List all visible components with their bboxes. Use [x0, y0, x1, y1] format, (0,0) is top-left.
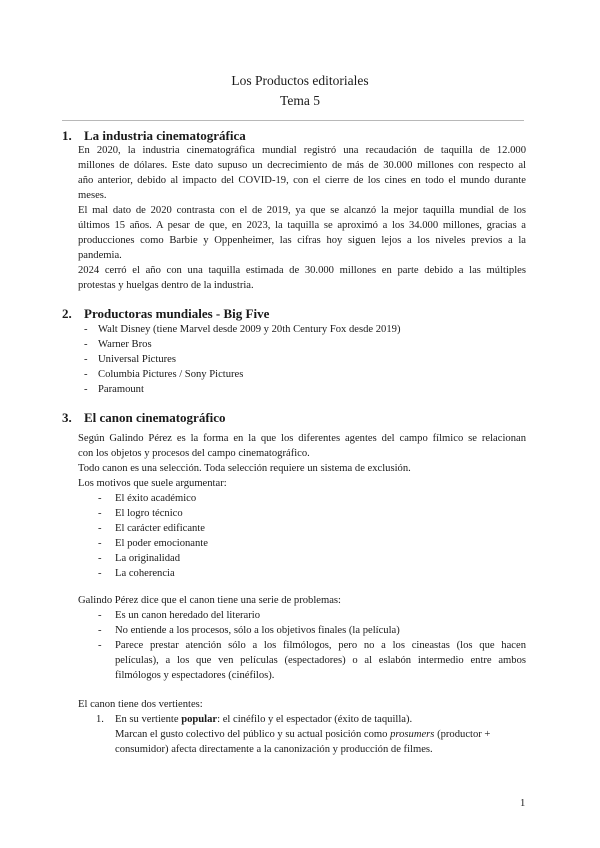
motivo-item: El poder emocionante	[115, 538, 208, 549]
dash-bullet: -	[98, 538, 102, 549]
s3-motivos-intro: Los motivos que suele argumentar:	[78, 478, 227, 489]
dash-bullet: -	[98, 610, 102, 621]
section-1-number: 1.	[62, 128, 72, 143]
s1-p2-line1: El mal dato de 2020 contrasta con el de 2019, ya que se alcanzó la mejor taquilla mundial de los	[78, 205, 526, 216]
problema-item: No entiende a los procesos, sólo a los objetivos finales (la película)	[115, 625, 400, 636]
section-1-title: La industria cinematográfica	[84, 128, 246, 143]
vertiente-1-l2-pre: Marcan el gusto colectivo del público y su actual posición como	[115, 729, 391, 740]
motivo-item: La coherencia	[115, 568, 175, 579]
vertiente-1-line1	[115, 712, 412, 727]
dash-bullet: -	[84, 339, 88, 350]
dash-bullet: -	[98, 568, 102, 579]
motivo-item: El carácter edificante	[115, 523, 205, 534]
vertiente-1-bold: popular	[181, 714, 218, 725]
problema-item: Es un canon heredado del literario	[115, 610, 261, 621]
s3-selection-line: Todo canon es una selección. Toda selección requiere un sistema de exclusión.	[78, 463, 411, 474]
vertiente-1-number: 1.	[96, 714, 104, 725]
s3-intro-line2: con los objetos y procesos del campo cinematográfico.	[78, 448, 310, 459]
document-subtitle: Tema 5	[280, 93, 320, 108]
vertientes-intro: El canon tiene dos vertientes:	[78, 699, 203, 710]
s1-p2-line3: producciones como Barbie y Oppenheimer, las cifras hoy siguen lejos a los niveles previos a la	[78, 235, 526, 246]
producer-item: Universal Pictures	[98, 354, 176, 365]
dash-bullet: -	[98, 625, 102, 636]
producer-item: Columbia Pictures / Sony Pictures	[98, 369, 244, 380]
dash-bullet: -	[84, 384, 88, 395]
problema-item-line1: Parece prestar atención sólo a los filmólogos, pero no a los cineastas (los que hacen	[115, 640, 526, 651]
vertiente-1-pre: En su vertiente	[115, 714, 182, 725]
dash-bullet: -	[84, 324, 88, 335]
s1-p3-line2: protestas y huelgas dentro de la industria.	[78, 280, 254, 291]
s1-p1-line2: millones de dólares. Este dato supuso un decrecimiento de más de 30.000 millones con respecto al	[78, 160, 526, 171]
vertiente-1-l2-italic: prosumers	[390, 729, 435, 740]
producer-item: Warner Bros	[98, 339, 152, 350]
problema-item-line3: filmólogos y espectadores (cinéfilos).	[115, 670, 275, 681]
s1-p1-line1: En 2020, la industria cinematográfica mundial registró una recaudación de taquilla de 12.000	[78, 145, 526, 156]
section-3-heading	[62, 410, 226, 426]
dash-bullet: -	[98, 523, 102, 534]
s1-p3-line1: 2024 cerró el año con una taquilla estimada de 30.000 millones en parte debido a las múltiples	[78, 265, 526, 276]
page-number: 1	[520, 798, 526, 809]
section-2-number: 2.	[62, 306, 72, 321]
header-divider	[62, 120, 524, 121]
section-1-heading	[62, 128, 246, 144]
document-title: Los Productos editoriales	[231, 73, 369, 88]
s1-p1-line4: meses.	[78, 190, 107, 201]
s1-p2-line4: pandemia.	[78, 250, 122, 261]
section-2-title: Productoras mundiales - Big Five	[84, 306, 270, 321]
section-2-heading	[62, 306, 269, 322]
motivo-item: El éxito académico	[115, 493, 197, 504]
s3-intro-line1: Según Galindo Pérez es la forma en la que los diferentes agentes del campo fílmico se relacionan	[78, 433, 526, 444]
dash-bullet: -	[84, 369, 88, 380]
vertiente-1-post: : el cinéfilo y el espectador (éxito de taquilla).	[217, 714, 413, 725]
section-3-title: El canon cinematográfico	[84, 410, 226, 425]
motivo-item: El logro técnico	[115, 508, 183, 519]
dash-bullet: -	[84, 354, 88, 365]
dash-bullet: -	[98, 508, 102, 519]
section-3-number: 3.	[62, 410, 72, 425]
dash-bullet: -	[98, 640, 102, 651]
vertiente-1-line2	[115, 727, 490, 742]
vertiente-1-l2-post: (productor +	[434, 729, 491, 740]
producer-item: Paramount	[98, 384, 144, 395]
s1-p1-line3: año anterior, debido al impacto del COVID-19, con el cierre de los cines en todo el mundo durante	[78, 175, 526, 186]
problema-item-line2: películas), a los que ven películas (espectadores) o al eslabón intermedio entre ambos	[115, 655, 526, 666]
producer-item: Walt Disney (tiene Marvel desde 2009 y 20th Century Fox desde 2019)	[98, 324, 401, 335]
s1-p2-line2: últimos 15 años. A pesar de que, en 2023, la taquilla se aproximó a los 34.000 millones, gracias a	[78, 220, 526, 231]
problemas-intro: Galindo Pérez dice que el canon tiene una serie de problemas:	[78, 595, 341, 606]
vertiente-1-line3: consumidor) afecta directamente a la canonización y producción de filmes.	[115, 744, 433, 755]
dash-bullet: -	[98, 553, 102, 564]
dash-bullet: -	[98, 493, 102, 504]
motivo-item: La originalidad	[115, 553, 181, 564]
